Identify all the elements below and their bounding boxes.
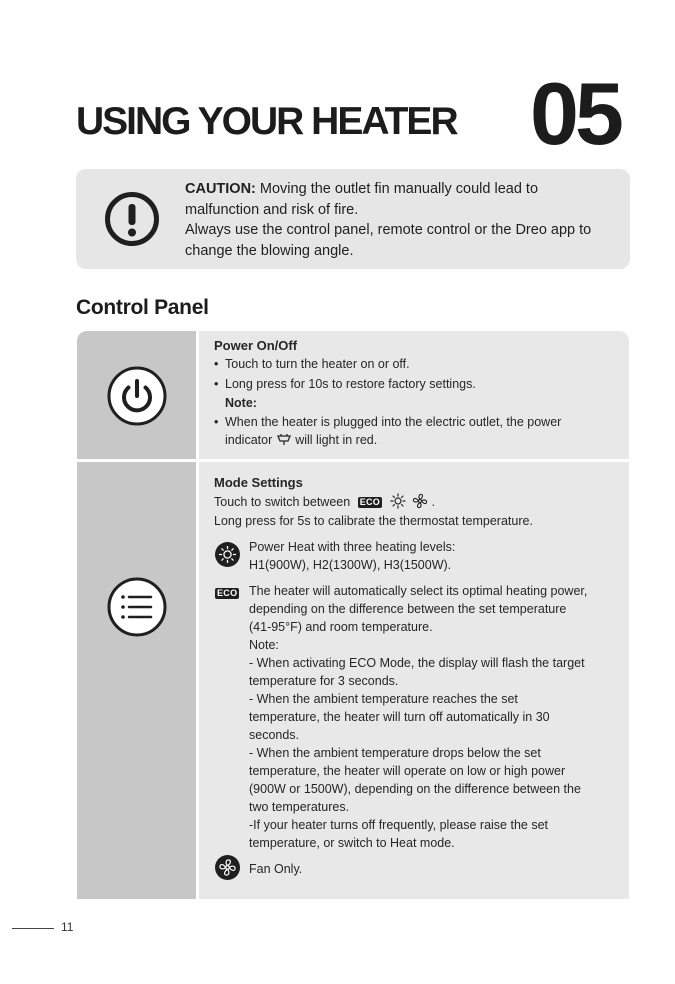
plug-indicator-icon [276, 433, 292, 447]
mode-icon-cell [77, 462, 196, 899]
eco-line: seconds. [249, 728, 300, 742]
page-title: USING YOUR HEATER [76, 100, 457, 143]
caution-label: CAUTION: [185, 181, 256, 197]
sun-icon [390, 493, 406, 509]
caution-line-1: Moving the outlet fin manually could lead to [255, 181, 539, 197]
eco-line: Note: [249, 638, 279, 652]
power-icon-cell [77, 331, 196, 459]
eco-line: temperature, the heater will turn off automatically in 30 [249, 710, 550, 724]
mode-menu-icon [107, 577, 167, 637]
caution-text [185, 180, 615, 261]
eco-line: temperature, the heater will operate on low or high power [249, 764, 566, 778]
eco-badge-large: ECO [217, 588, 238, 598]
power-note-label: Note: [225, 396, 257, 410]
page-number: 11 [61, 920, 74, 934]
power-heat-sun-icon [215, 542, 240, 567]
eco-description [249, 582, 587, 852]
power-heat-line-1: Power Heat with three heating levels: [249, 540, 456, 554]
mode-long-press: Long press for 5s to calibrate the thermostat temperature. [214, 514, 533, 528]
caution-line-3: Always use the control panel, remote control or the Dreo app to [185, 222, 592, 238]
eco-line: - When activating ECO Mode, the display will flash the target [249, 656, 585, 670]
mode-touch-prefix: Touch to switch between [214, 495, 351, 509]
eco-line: two temperatures. [249, 800, 350, 814]
eco-badge: ECO [359, 497, 381, 507]
mode-heading: Mode Settings [214, 475, 303, 490]
power-bullet-2: • Long press for 10s to restore factory settings. [214, 375, 561, 393]
power-heat-line-2: H1(900W), H2(1300W), H3(1500W). [249, 558, 452, 572]
fan-only-icon [215, 855, 240, 880]
eco-line: The heater will automatically select its optimal heating power, [249, 584, 588, 598]
power-description-cell [199, 331, 629, 459]
chapter-number: 05 [530, 64, 620, 163]
mode-touch-suffix: . [431, 495, 436, 509]
power-icon [107, 366, 167, 426]
section-title: Control Panel [76, 296, 209, 319]
eco-line: (900W or 1500W), depending on the difference between the [249, 782, 581, 796]
power-note-line-2a: indicator [225, 433, 273, 447]
mode-description-cell [199, 462, 629, 899]
fan-icon [412, 493, 428, 509]
eco-line: - When the ambient temperature drops below the set [249, 746, 541, 760]
footer-rule [12, 928, 54, 929]
caution-box [76, 169, 630, 269]
eco-line: depending on the difference between the set temperature [249, 602, 567, 616]
caution-line-4: change the blowing angle. [185, 242, 354, 259]
eco-line: temperature, or switch to Heat mode. [249, 836, 455, 850]
eco-line: (41-95°F) and room temperature. [249, 620, 433, 634]
eco-line: -If your heater turns off frequently, please raise the set [249, 818, 549, 832]
power-note-line-2b: will light in red. [295, 433, 378, 447]
power-heading: Power On/Off [214, 338, 298, 353]
caution-line-2: malfunction and risk of fire. [185, 201, 359, 218]
power-note-line-1: • When the heater is plugged into the electric outlet, the power [214, 413, 561, 431]
eco-line: temperature for 3 seconds. [249, 674, 399, 688]
eco-line: - When the ambient temperature reaches the set [249, 692, 518, 706]
fan-only-label: Fan Only. [249, 862, 303, 876]
power-bullet-1: • Touch to turn the heater on or off. [214, 355, 561, 373]
exclamation-circle-icon [103, 190, 161, 248]
